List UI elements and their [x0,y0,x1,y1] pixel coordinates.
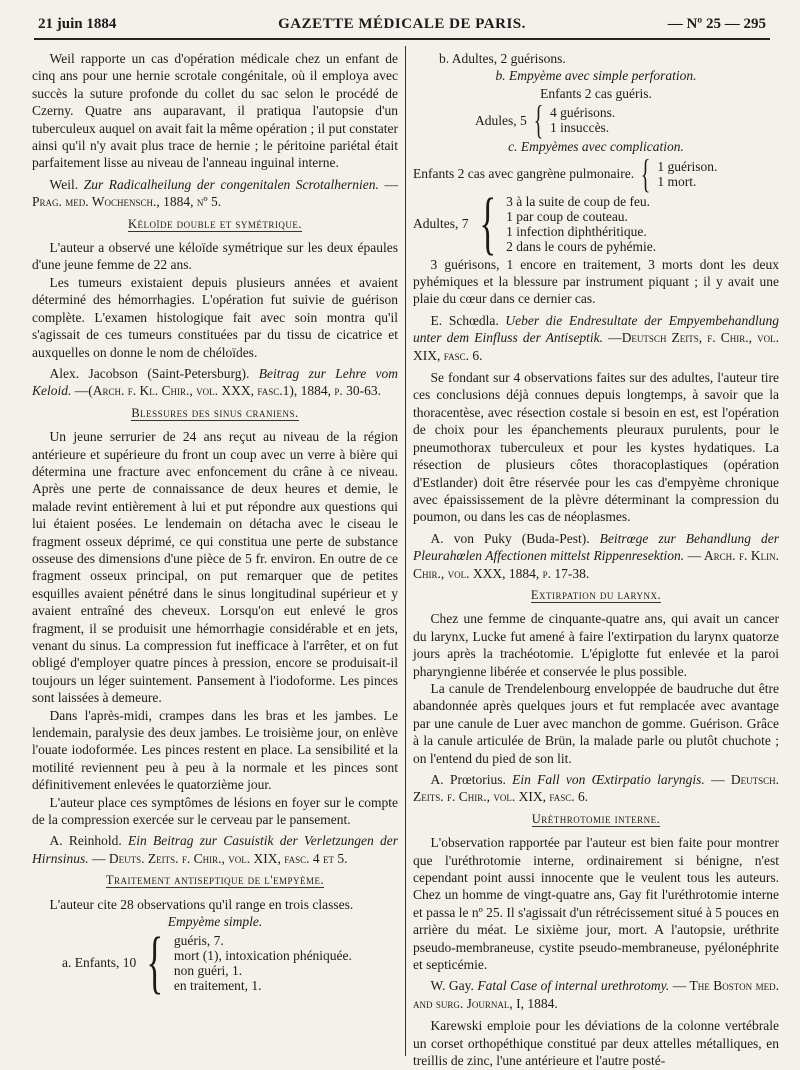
reference-source: — Arch. f. Klin. Chir., vol. XXX, 1884, p. 17-38. [413,548,780,581]
reference-author: A. Reinhold. [49,833,122,849]
list-item: 1 guérison. [657,158,718,174]
section-heading: Extirpation du larynx. [530,587,662,602]
list-label: a. Enfants, 10 [62,954,137,970]
list-item: 4 guérisons. [549,105,616,121]
subheading: b. Empyème avec simple perforation. [495,68,697,84]
list-item: 1 par coup de couteau. [506,208,628,224]
reference [413,312,779,364]
subheading: c. Empyèmes avec complication. [508,139,684,155]
reference-title: Ein Fall von Œxtirpatio laryngis. [512,772,705,787]
list-item: en traitement, 1. [173,977,262,993]
reference-title: Zur Radicalheilung der congenitalen Scrotalhernien. [83,176,379,192]
list-items [657,159,717,189]
reference-title: Ueber die Endresultate der Empyembehandlung unter dem Einfluss der Antiseptik. [413,312,780,346]
brace-glyph: { [640,150,651,196]
list-item: 1 mort. [657,173,697,189]
list-label: Enfants 2 cas avec gangrène pulmonaire. [413,165,635,181]
reference-title: Ein Beitrag zur Casuistik der Verletzungen der Hirnsinus. [32,833,399,866]
classification-list [475,97,779,143]
section-heading: Kéloïde double et symétrique. [127,216,302,231]
paragraph: Weil rapporte un cas d'opération médicale chez un enfant de cinq ans pour une hernie scrotale congénitale, où il employa avec succès la suture profonde du collet du sac selon le procédé de Czerny. Quatre ans auparavant, il pratiqua l'autopsie d'un tuberculeux auquel on avait fait la même opération ; il put constater ainsi qu'il n'y avait plus trace de hernie ; le péritoine pariétal était parfaitement lisse au niveau de l'anneau inguinal interne. [32,51,398,171]
paragraph: Karewski emploie pour les déviations de la colonne vertébrale un corset orthopéthique constitué par deux attelles métalliques, en treillis de zinc, l'une antérieure et l'autre posté- [413,1018,779,1069]
paragraph: 3 guérisons, 1 encore en traitement, 3 morts dont les deux pyhémiques et la blessure par instrument piquant ; il y avait une plaie du cœur dans ce dernier cas. [413,256,779,307]
reference-title: Beitrag zur Lehre vom Keloid. [32,365,399,399]
reference-source: —Deutsch Zeits, f. Chir., vol. XIX, fasc. 6. [413,330,780,363]
reference-title: Fatal Case of internal urethrotomy. [477,978,670,994]
left-column [32,50,399,1001]
reference-author: E. Schœdla. [430,312,499,328]
list-item: 3 à la suite de coup de feu. [506,193,651,209]
paragraph: L'observation rapportée par l'auteur est bien faite pour montrer que l'uréthrotomie interne, ordinairement si bénigne, n'est cependant point aussi innocente que le veulent tous les auteurs. Chez un homme de vingt-quatre ans, Gay fit l'uréthrotomie interne et passa le nº 25. Il s'agissait d'un rétrécissement situé à 5 pouces en arrière du méat. Le sixième jour, mort. A l'autopsie, uréthrite pseudo-membraneuse, cystite pseudo-membraneuse, pyélonéphrite et septicémie. [413,835,779,973]
list-item: mort (1), intoxication phéniquée. [173,947,352,963]
paragraph: L'auteur place ces symptômes de lésions en foyer sur le compte de la compression exercée sur le cerveau par le pansement. [32,794,398,828]
reference-author: Weil. [49,176,79,192]
list-label: Adultes, 7 [413,215,469,231]
reference-author: A. von Puky (Buda-Pest). [430,530,590,546]
section-heading: Traitement antiseptique de l'empyème. [105,873,325,888]
list-line: b. Adultes, 2 guérisons. [439,51,566,66]
paragraph: L'auteur a observé une kéloïde symétrique sur les deux épaules d'une jeune femme de 22 ans. [32,240,398,273]
classification-list [413,184,779,262]
paragraph: Dans l'après-midi, crampes dans les bras et les jambes. Le lendemain, paralysie des deux jambes. Le troisième jour, on enlève l'ouate iodoformée. Les pinces restent en place. La sensibilité et la motilité reviennent peu à peu à la normale et les pinces sont définitivement enlevées le quatorzième jour. [32,707,398,793]
classification-list [62,923,398,1001]
header-date: 21 juin 1884 [38,16,117,32]
reference [32,832,398,867]
list-items [506,194,656,254]
list-label: Adules, 5 [475,112,527,128]
list-items [174,933,352,993]
section-heading: Blessures des sinus craniens. [131,405,299,420]
paragraph: Chez une femme de cinquante-quatre ans, qui avait un cancer du larynx, Lucke fut amené à faire l'extirpation du larynx quatorze jours après la trachéotomie. L'épiglotte fut enlevée et la paroi pharyngienne libérée et conservée le plus possible. [413,611,779,679]
list-line: Enfants 2 cas guéris. [540,85,652,101]
reference [413,771,779,806]
right-column [413,50,779,1070]
section-heading: Uréthrotomie interne. [531,811,661,826]
reference [32,176,398,211]
reference [413,977,779,1012]
paragraph: Un jeune serrurier de 24 ans reçut au niveau de la région antérieure et supérieure du front un coup avec un verre à bière qui détermina une fracture avec enfoncement du crâne à ce niveau. Après une perte de connaissance de deux heures et demie, le malade revint entièrement à lui et put répondre aux questions qui lui étaient posées. Le lendemain on détacha avec le ciseau le fragment osseux déprimé, ce qui constitua une perte de substance osseuse des dimensions d'une pièce de 5 fr. environ. En outre de ce fragment osseux principal, on put remarquer que de petites esquilles avaient pénétré dans le sinus longitudinal supérieur et y avaient entraîné des cheveux. Lorsqu'on eut enlevé le gros fragment, il se produisit une hémorrhagie considérable et en jets, venant du sinus. La compression fut inefficace à l'arrêter, et on fut obligé d'employer quatre pinces à pression, encore se produisait-il toujours un léger suintement. Pansement à l'iodoforme. Les pinces sont laissées à demeure. [32,429,398,706]
reference-author: Alex. Jacobson (Saint-Petersburg). [49,365,250,381]
page-header [34,12,770,40]
paragraph: Les tumeurs existaient depuis plusieurs années et avaient déterminé des hémorrhagies. L'opération fut suivie de guérison complète. L'examen histologique fait avec soin montra qu'il s'agissait de ces tumeurs constituées par du tissu de cicatrice et auxquelles on donne le nom de chéloïdes. [32,274,398,360]
reference-source: — Deuts. Zeits. f. Chir., vol. XIX, fasc. 4 et 5. [92,850,348,866]
header-title: GAZETTE MÉDICALE DE PARIS. [278,16,526,32]
list-item: guéris, 7. [173,932,224,948]
list-items [550,105,615,135]
paragraph: La canule de Trendelenbourg enveloppée de baudruche dut être abandonnée après quelques jours et fut remplacée avec avantage par une canule de Luer avec manchon de gomme. Guérison. Grâce à la canule articulée de Brün, la malade parle ou plutôt chuchote ; on l'entend du pied de son lit. [413,680,779,766]
list-item: non guéri, 1. [173,962,243,978]
subheading: Empyème simple. [167,914,263,930]
column-divider [405,46,406,1056]
reference-source: — Prag. med. Wochensch., 1884, nº 5. [32,176,399,210]
reference-author: W. Gay. [430,978,474,994]
list-item: 1 insuccès. [549,120,610,136]
brace-glyph: { [533,97,544,143]
reference-source: —(Arch. f. Kl. Chir., vol. XXX, fasc.1), 1884, p. 30-63. [74,383,381,399]
reference-title: Beitrœge zur Behandlung der Pleurahœlen Affectionen mittelst Rippenresektion. [413,530,779,564]
classification-list [413,150,779,196]
list-item: 1 infection diphthéritique. [506,223,647,239]
paragraph: Se fondant sur 4 observations faites sur des adultes, l'auteur tire ces conclusions déjà connues depuis longtemps, à savoir que la thoracentèse, avec résection costale si besoin en est, est l'opération de choix pour les épanchements pleuraux purulents, pour le pneumothorax tuberculeux et pour les kystes hydatiques. La résection de plusieurs côtes thoracoplastiques (opération d'Estlander) doit être réservée pour les cas d'empyème chronique avec épaississement de la plèvre déterminant la compression du poumon, ou dans les cas de néoplasmes. [413,370,779,525]
reference-source: — The Boston med. and surg. Journal, I, 1884. [413,978,780,1011]
reference-author: A. Prœtorius. [430,772,506,787]
header-issue: — Nº 25 — 295 [667,16,766,32]
reference [413,530,779,582]
list-item: 2 dans le cours de pyhémie. [506,238,657,254]
brace-glyph: { [146,923,164,1001]
paragraph: L'auteur cite 28 observations qu'il range en trois classes. [49,896,354,912]
brace-glyph: { [478,184,496,262]
reference [32,365,398,400]
reference-source: — Deutsch. Zeits. f. Chir., vol. XIX, fasc. 6. [413,772,779,805]
